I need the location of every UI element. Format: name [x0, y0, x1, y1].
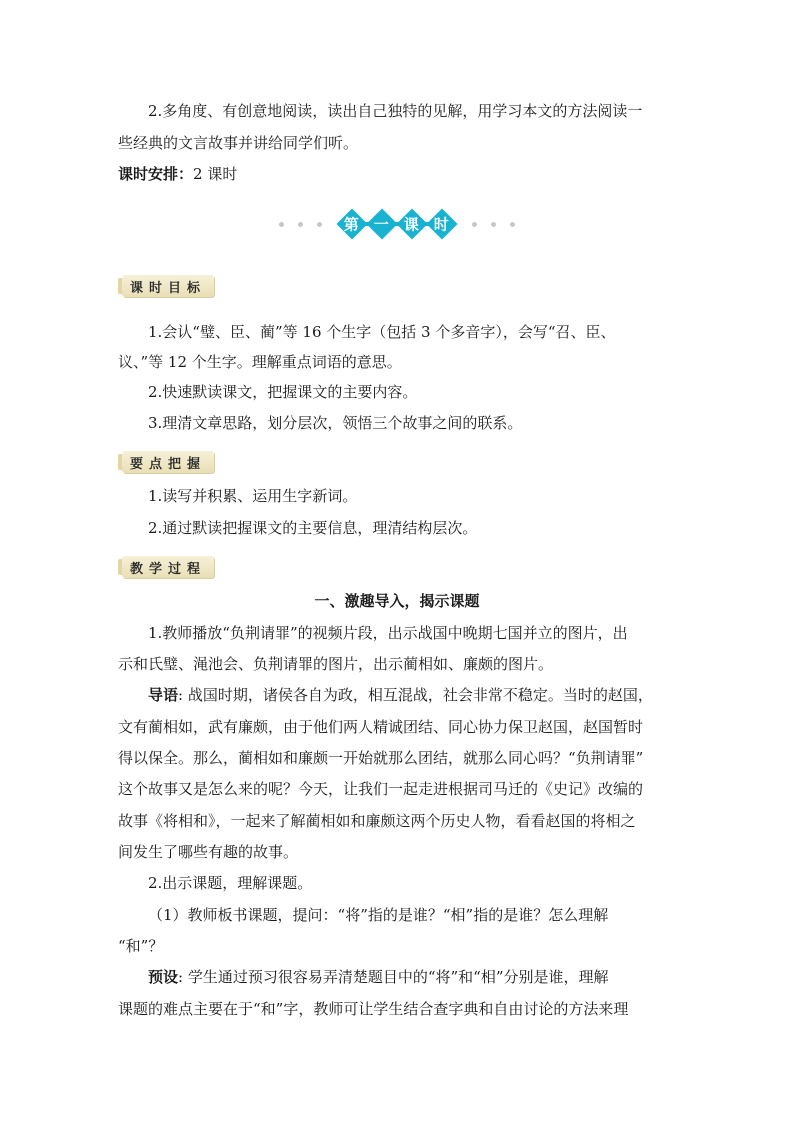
text-line: 1.教师播放“负荆请罪”的视频片段，出示战国中晚期七国并立的图片，出 [148, 624, 628, 642]
banner-char: 一 [366, 208, 397, 239]
banner-char: 时 [426, 208, 457, 239]
text-line: 1.会认“璧、臣、蔺”等 16 个生字（包括 3 个多音字），会写“召、臣、 [148, 323, 616, 341]
text-line: 故事《将相和》，一起来了解蔺相如和廉颇这两个历史人物，看看赵国的将相之 [118, 812, 636, 830]
schedule-label: 课时安排： [118, 165, 194, 183]
text-line: 文有蔺相如，武有廉颇，由于他们两人精诚团结、同心协力保卫赵国，赵国暂时 [118, 718, 644, 736]
preset-label: 预设 [148, 968, 179, 986]
section-tag-keypoints: 要点把握 [122, 451, 214, 473]
banner-char: 第 [336, 208, 367, 239]
text-line: 这个故事又是怎么来的呢？今天，让我们一起走进根据司马迁的《史记》改编的 [118, 780, 644, 798]
text-line: 2.出示课题，理解课题。 [148, 874, 313, 892]
guide-label: 导语 [148, 686, 179, 704]
text-line: 1.读写并积累、运用生字新词。 [148, 487, 358, 505]
banner-char: 课 [396, 208, 427, 239]
text-line: 3.理清文章思路，划分层次，领悟三个故事之间的联系。 [148, 414, 523, 432]
text-line: 些经典的文言故事并讲给同学们听。 [118, 134, 359, 152]
text-line: 2.快速默读课文，把握课文的主要内容。 [148, 383, 418, 401]
section-tag-goals: 课时目标 [122, 275, 214, 297]
text-line: 得以保全。那么，蔺相如和廉颇一开始就那么团结，就那么同心吗？“负荆请罪” [118, 749, 644, 767]
schedule-value: 2 课时 [193, 165, 238, 183]
section-heading: 一、激趣导入，揭示课题 [314, 592, 480, 610]
text-line: 议、”等 12 个生字。理解重点词语的意思。 [118, 353, 402, 371]
text-line: 2.多角度、有创意地阅读，读出自己独特的见解，用学习本文的方法阅读一 [148, 102, 643, 120]
preset-line: 预设: 学生通过预习很容易弄清楚题目中的“将”和“相”分别是谁，理解 [148, 968, 609, 986]
text-line: 2.通过默读把握课文的主要信息，理清结构层次。 [148, 519, 478, 537]
divider-dots-left [279, 222, 322, 227]
text-line: “和”？ [118, 937, 164, 955]
section-tag-process: 教学过程 [122, 556, 214, 578]
guide-line: 导语: 战国时期，诸侯各自为政，相互混战，社会非常不稳定。当时的赵国， [148, 686, 653, 704]
text-line: （1）教师板书课题，提问：“将”指的是谁？“相”指的是谁？怎么理解 [148, 906, 609, 924]
schedule-line [118, 164, 678, 184]
divider-dots-right [472, 222, 515, 227]
text-line: 间发生了哪些有趣的故事。 [118, 843, 299, 861]
lesson-divider [0, 208, 794, 240]
text-line: 示和氏璧、渑池会、负荆请罪的图片，出示蔺相如、廉颇的图片。 [118, 655, 554, 673]
lesson-banner [340, 213, 454, 235]
text-line: 课题的难点主要在于“和”字，教师可让学生结合查字典和自由讨论的方法来理 [118, 1000, 629, 1018]
